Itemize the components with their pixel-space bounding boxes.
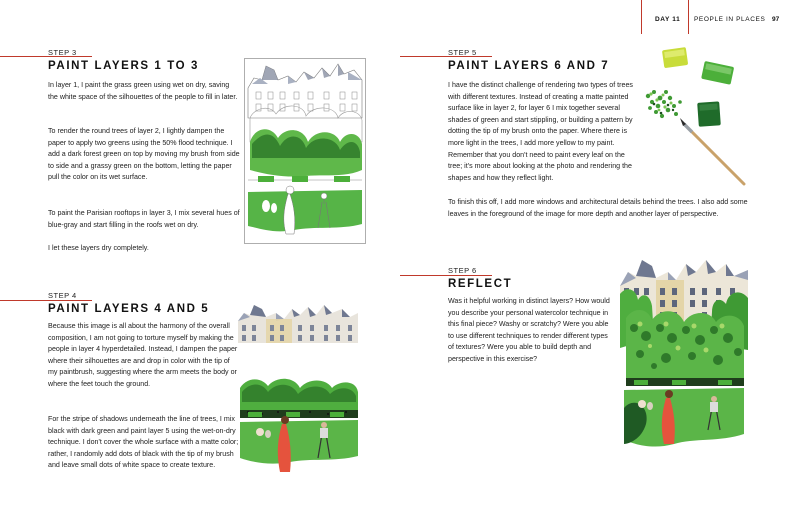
step3-label: STEP 3: [48, 48, 77, 57]
step5-paragraph-2: To finish this off, I add more windows and architectural details behind the trees. I also add some leaves in the foreground of the image for more depth and another layer of perspective.: [448, 198, 748, 218]
step3-paragraph-3: To paint the Parisian rooftops in layer 3, I mix several hues of blue-gray and start filling in the roofs wet on dry.: [48, 209, 240, 229]
step6-label: STEP 6: [448, 266, 477, 275]
step4-title: PAINT LAYERS 4 AND 5: [48, 303, 210, 315]
header-rule-left: [641, 0, 642, 34]
paint-supplies-illustration: [640, 44, 750, 186]
step4-rule: [0, 300, 92, 301]
step4-paragraph-1: Because this image is all about the harmony of the overall composition, I am not going to torture myself by making the people in layer 4 hyperdetailed. Instead, I dampen the paper where their silhouettes are and drop in color with the tip of my paintbrush, suggesting where the arm meets the body or where the feet touch the ground.: [48, 322, 238, 388]
step4-rooftops-illustration: [236, 303, 360, 357]
step3-paragraph-1: In layer 1, I paint the grass green using wet on dry, saving the white space of the silhouettes of the people to fill in later.: [48, 81, 238, 101]
step5-label: STEP 5: [448, 48, 477, 57]
step3-paragraph-4: I let these layers dry completely.: [48, 244, 149, 252]
step6-title: REFLECT: [448, 278, 513, 290]
step6-rule: [400, 275, 492, 276]
header-section: PEOPLE IN PLACES: [694, 16, 766, 23]
step5-paragraph-1: I have the distinct challenge of rendering two types of trees with different textures. Instead of creating a matte painted surface like in layer 2, for layer 6 I mix together several shades of green and start stippling, or building a pattern by dotting the tip of my brush onto the paper. Where there is more light in the trees, I add more yellow to my paint. Remember that you don't need to paint every leaf on the tree; it's more about looking at the photo and rendering the shapes and how they reflect light.: [448, 81, 633, 182]
step5-rule: [400, 56, 492, 57]
step3-paragraph-2: To render the round trees of layer 2, I lightly dampen the paper to apply two greens using the 50% flood technique. I add a dark forest green on top by moving my brush from side to side and a grassy green on the bottom, letting the paper pull the color on its wet surface.: [48, 127, 240, 182]
header-rule-right: [688, 0, 689, 34]
step4-park-illustration: [238, 376, 360, 476]
step6-paragraph-1: Was it helpful working in distinct layers? How would you describe your personal watercolor technique in this final piece? Washy or scratchy? Were you able to use different techniques to render different types of textures? Were you able to build depth and perspective in this exercise?: [448, 297, 610, 363]
step4-paragraph-2: For the stripe of shadows underneath the line of trees, I mix black with dark green and paint layer 5 using the wet-on-dry technique. I don't cover the whole surface with a matte color; rather, I randomly add dots of black with the tip of my brush and leave small dots of white space to create texture.: [48, 415, 239, 470]
step4-label: STEP 4: [48, 291, 77, 300]
step3-rule: [0, 56, 92, 57]
page-number: 97: [772, 16, 780, 23]
final-painting-illustration: [620, 258, 748, 454]
step3-illustration: [244, 58, 366, 244]
header-day: DAY 11: [655, 16, 681, 23]
step5-title: PAINT LAYERS 6 AND 7: [448, 60, 610, 72]
step3-title: PAINT LAYERS 1 TO 3: [48, 60, 199, 72]
